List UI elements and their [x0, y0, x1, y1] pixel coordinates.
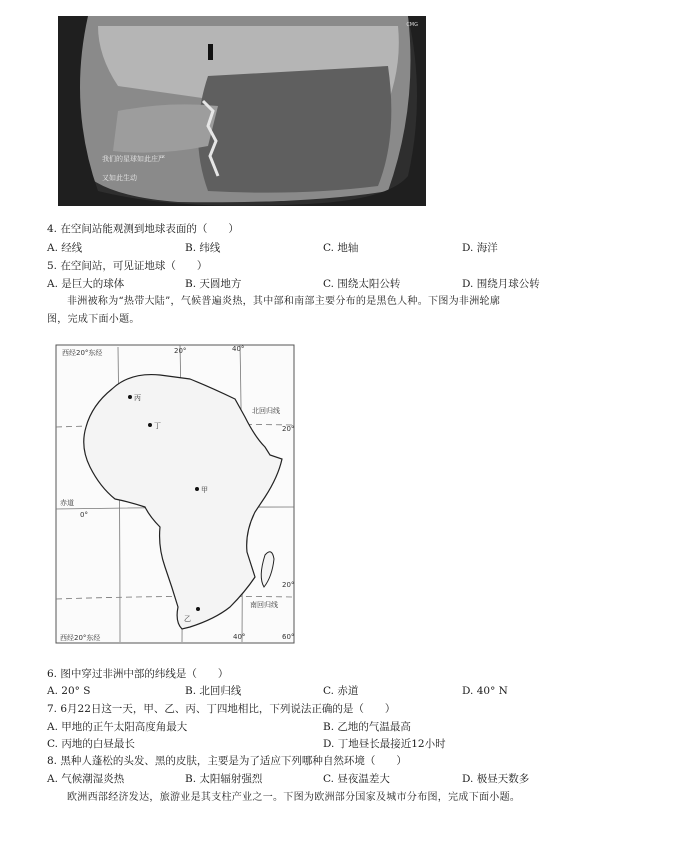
q5-stem: 5. 在空间站，可见证地球（ ）	[47, 260, 208, 272]
photo-corner-mark: CMG	[406, 22, 418, 28]
q8-option-b[interactable]: B. 太阳辐射强烈	[185, 773, 263, 785]
q5-option-a[interactable]: A. 是巨大的球体	[47, 278, 125, 290]
map-place-jia: 甲	[201, 486, 208, 494]
africa-outline-map	[50, 337, 302, 655]
map-lon-60-label: 60°	[282, 633, 295, 641]
map-place-yi: 乙	[184, 615, 191, 623]
q4-option-c[interactable]: C. 地轴	[323, 242, 359, 254]
photo-caption-line2: 又如此生动	[102, 174, 137, 182]
q6-option-d[interactable]: D. 40° N	[462, 685, 508, 697]
photo-caption-line1: 我们的星球如此庄严	[102, 155, 165, 163]
africa-intro-line1: 非洲被称为“热带大陆”，气候普遍炎热，其中部和南部主要分布的是黑色人种。下图为非洲轮廓	[67, 296, 501, 307]
q4-option-a[interactable]: A. 经线	[47, 242, 83, 254]
space-station-photo	[58, 16, 426, 206]
q7-option-a[interactable]: A. 甲地的正午太阳高度角最大	[47, 721, 188, 733]
map-tropic-n-label: 北回归线	[252, 407, 280, 415]
q5-option-d[interactable]: D. 围绕月球公转	[462, 278, 540, 290]
map-equator-deg-label: 0°	[80, 511, 88, 519]
map-lat-20s-label: 20°	[282, 581, 295, 589]
map-lon-40-bottom-label: 40°	[233, 633, 246, 641]
q4-stem: 4. 在空间站能观测到地球表面的（ ）	[47, 223, 239, 235]
q4-option-d[interactable]: D. 海洋	[462, 242, 498, 254]
q6-stem: 6. 图中穿过非洲中部的纬线是（ ）	[47, 668, 229, 680]
q6-option-a[interactable]: A. 20° S	[47, 685, 91, 697]
map-lon-20-label: 20°	[174, 347, 187, 355]
q5-option-b[interactable]: B. 天圆地方	[185, 278, 242, 290]
q7-option-b[interactable]: B. 乙地的气温最高	[323, 721, 411, 733]
q6-option-c[interactable]: C. 赤道	[323, 685, 359, 697]
map-lon-40-label: 40°	[232, 345, 245, 353]
map-equator-label: 赤道	[60, 499, 74, 507]
europe-intro-line1: 欧洲西部经济发达，旅游业是其支柱产业之一。下图为欧洲部分国家及城市分布图，完成下面小题。	[67, 792, 521, 803]
q8-option-c[interactable]: C. 昼夜温差大	[323, 773, 390, 785]
map-lat-20n-label: 20°	[282, 425, 295, 433]
q8-stem: 8. 黑种人蓬松的头发、黑的皮肤，主要是为了适应下列哪种自然环境（ ）	[47, 755, 407, 767]
map-place-ding: 丁	[154, 422, 161, 430]
africa-intro-line2: 图，完成下面小题。	[47, 314, 140, 325]
q7-option-c[interactable]: C. 丙地的白昼最长	[47, 738, 135, 750]
map-place-bing: 丙	[134, 394, 141, 402]
q8-option-a[interactable]: A. 气候潮湿炎热	[47, 773, 125, 785]
q7-stem: 7. 6月22日这一天，甲、乙、丙、丁四地相比，下列说法正确的是（ ）	[47, 703, 396, 715]
map-top-left-label: 西经20°东经	[62, 349, 103, 357]
map-bottom-left-label: 西经20°东经	[60, 634, 101, 642]
map-tropic-s-label: 南回归线	[250, 601, 278, 609]
q7-option-d[interactable]: D. 丁地昼长最接近12小时	[323, 738, 446, 750]
q8-option-d[interactable]: D. 极昼天数多	[462, 773, 530, 785]
q4-option-b[interactable]: B. 纬线	[185, 242, 221, 254]
q5-option-c[interactable]: C. 围绕太阳公转	[323, 278, 401, 290]
q6-option-b[interactable]: B. 北回归线	[185, 685, 242, 697]
